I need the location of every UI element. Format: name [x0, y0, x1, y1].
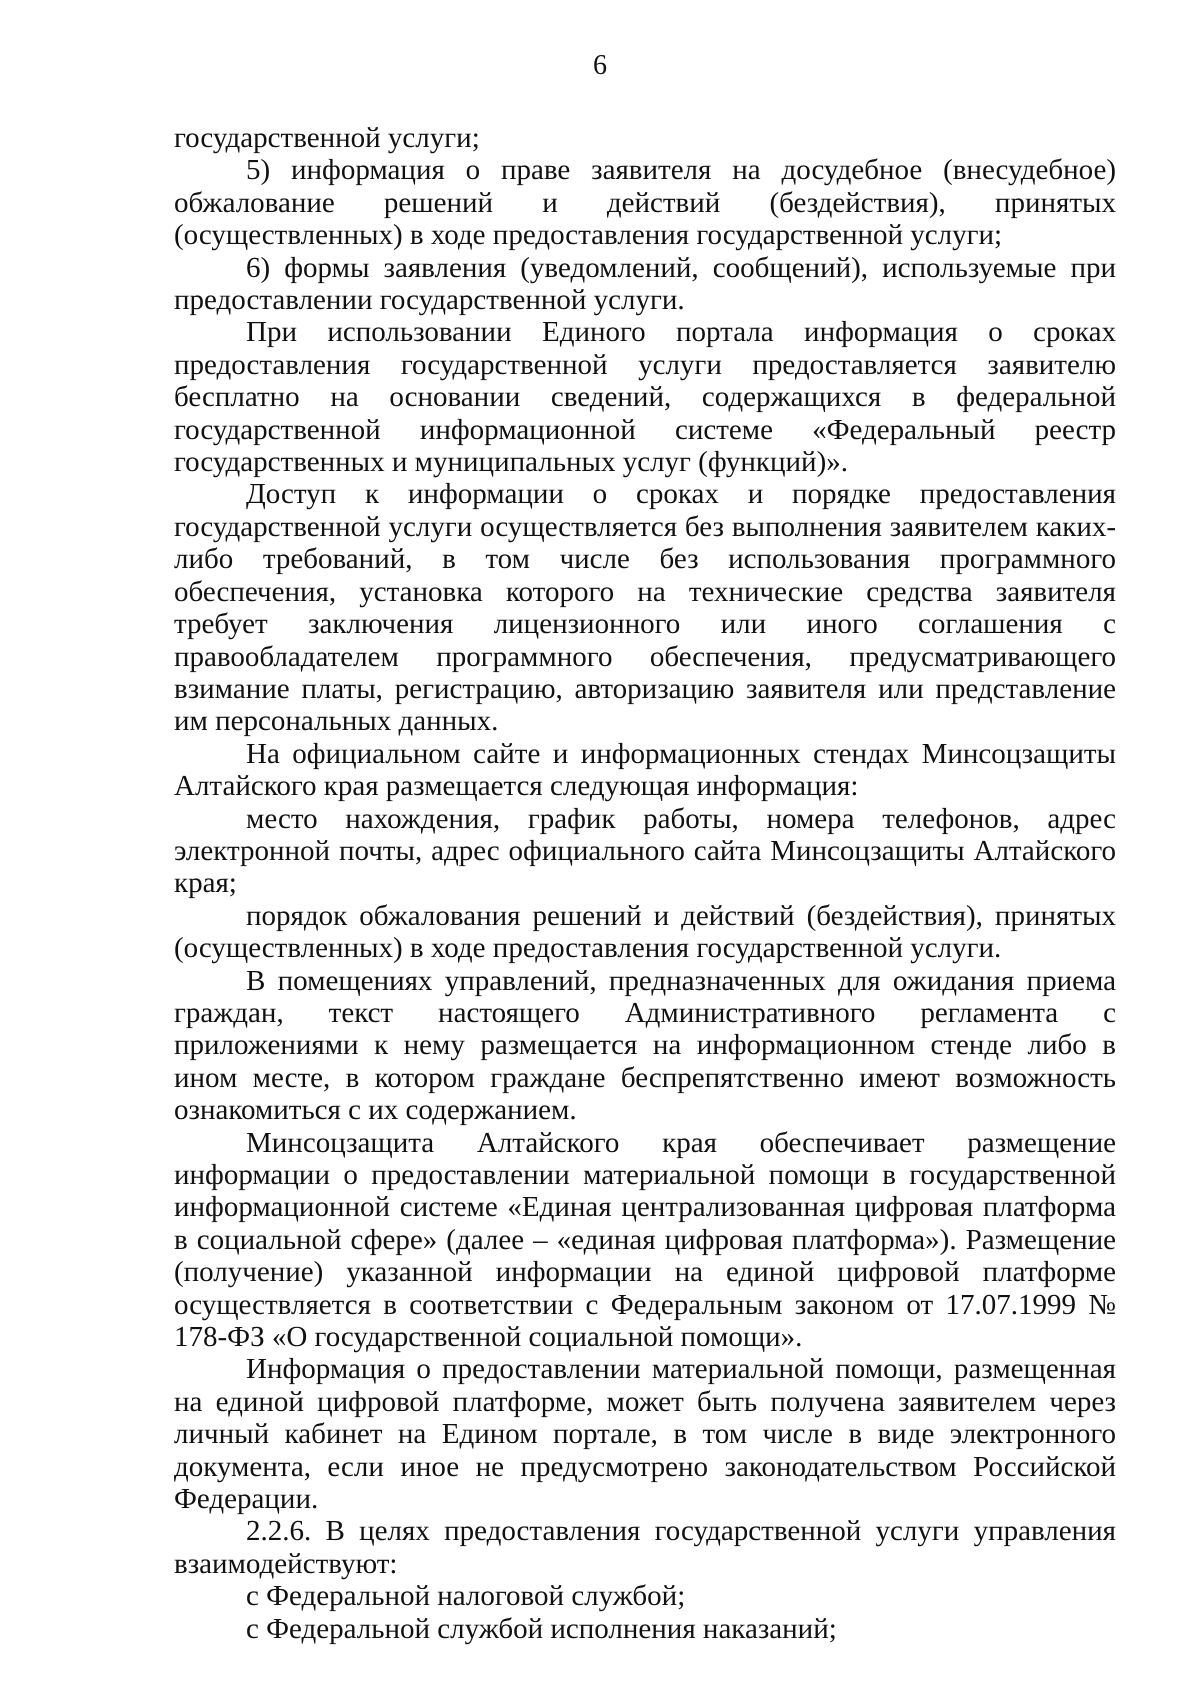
paragraph-8: В помещениях управлений, предназначенных для ожидания приема граждан, текст настоящего Административного регламента с приложениями к нему размещается на информационном стенде либо в ином месте, в котором граждане беспрепятственно имеют возможность ознакомиться с их содержанием. — [174, 964, 1116, 1127]
paragraph-9: Минсоцзащита Алтайского края обеспечивает размещение информации о предоставлении материальной помощи в государственной информационной системе «Единая централизованная цифровая платформа в социальной сфере» (далее – «единая цифровая платформа»). Размещение (получение) указанной информации на единой цифровой платформе осуществляется в соответствии с Федеральным законом от 17.07.1999 № 178-ФЗ «О государственной социальной помощи». — [174, 1126, 1116, 1354]
paragraph-12: с Федеральной налоговой службой; — [246, 1580, 686, 1613]
paragraph-2: 6) формы заявления (уведомлений, сообщений), используемые при предоставлении государственной услуги. — [174, 251, 1116, 317]
paragraph-7: порядок обжалования решений и действий (бездействия), принятых (осуществленных) в ходе предоставления государственной услуги. — [174, 899, 1116, 965]
paragraph-10: Информация о предоставлении материальной помощи, размещенная на единой цифровой платформе, может быть получена заявителем через личный кабинет на Едином портале, в том числе в виде электронного документа, если иное не предусмотрено законодательством Российской Федерации. — [174, 1353, 1116, 1516]
paragraph-1: 5) информация о праве заявителя на досудебное (внесудебное) обжалование решений и действий (бездействия), принятых (осуществленных) в ходе предоставления государственной услуги; — [174, 154, 1116, 252]
paragraph-5: На официальном сайте и информационных стендах Минсоцзащиты Алтайского края размещается следующая информация: — [174, 737, 1116, 803]
paragraph-3: При использовании Единого портала информация о сроках предоставления государственной услуги предоставляется заявителю бесплатно на основании сведений, содержащихся в федеральной государственной информационной системе «Федеральный реестр государственных и муниципальных услуг (функций)». — [174, 316, 1116, 479]
paragraph-4: Доступ к информации о сроках и порядке предоставления государственной услуги осуществляется без выполнения заявителем каких-либо требований, в том числе без использования программного обеспечения, установка которого на технические средства заявителя требует заключения лицензионного или иного соглашения с правообладателем программного обеспечения, предусматривающего взимание платы, регистрацию, авторизацию заявителя или представление им персональных данных. — [174, 478, 1116, 738]
paragraph-11: 2.2.6. В целях предоставления государственной услуги управления взаимодействуют: — [174, 1515, 1116, 1580]
paragraph-13: с Федеральной службой исполнения наказаний; — [246, 1612, 837, 1645]
page-number: 6 — [593, 50, 607, 81]
paragraph-6: место нахождения, график работы, номера телефонов, адрес электронной почты, адрес официального сайта Минсоцзащиты Алтайского края; — [174, 802, 1116, 900]
paragraph-0: государственной услуги; — [174, 122, 480, 154]
document-body — [174, 122, 1116, 1645]
